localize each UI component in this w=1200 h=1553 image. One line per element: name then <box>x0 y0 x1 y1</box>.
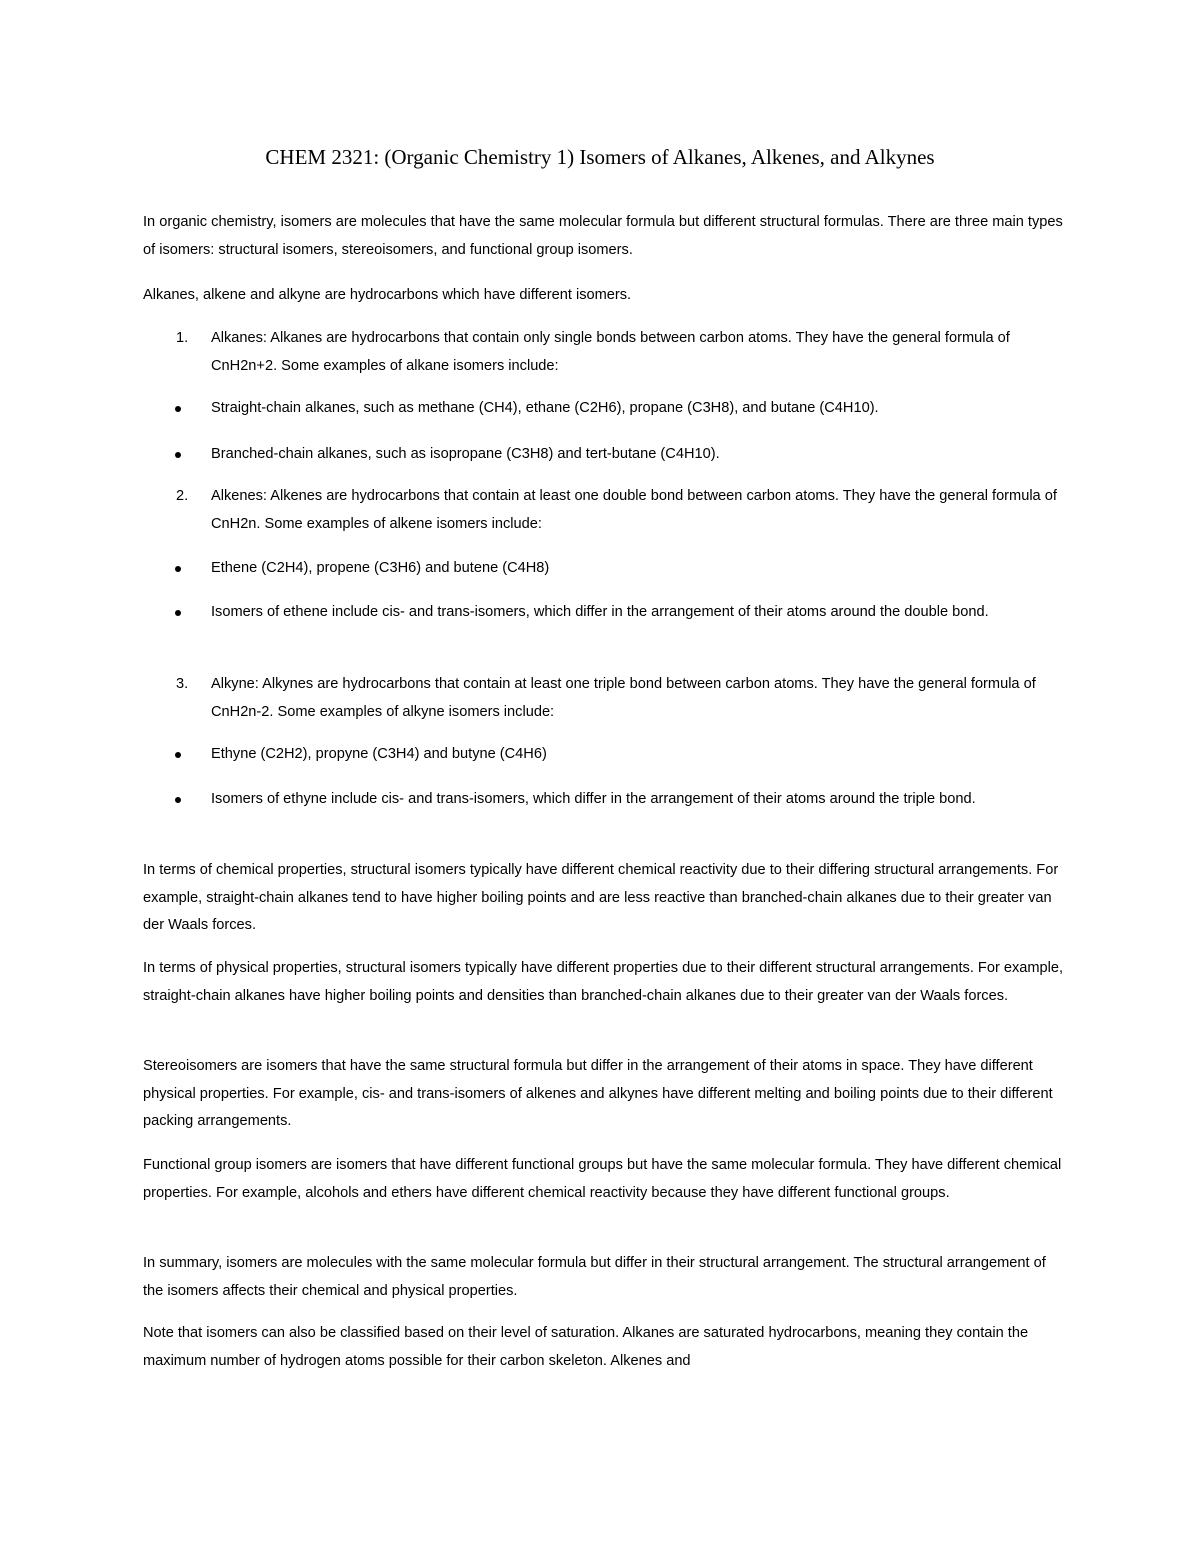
list-item-text: Straight-chain alkanes, such as methane (CH4), ethane (C2H6), propane (C3H8), and butane (C4H10). <box>211 400 879 416</box>
list-item-text: Alkyne: Alkynes are hydrocarbons that contain at least one triple bond between carbon atoms. They have the general formula of CnH2n-2. Some examples of alkyne isomers include: <box>211 676 1036 720</box>
bullet-icon <box>175 610 181 616</box>
list-number: 3. <box>176 676 189 692</box>
paragraph-summary: In summary, isomers are molecules with the same molecular formula but differ in their structural arrangement. The structural arrangement of the isomers affects their chemical and physical properties. <box>143 1255 1046 1299</box>
bullet-icon <box>175 797 181 803</box>
paragraph-chemical-properties: In terms of chemical properties, structural isomers typically have different chemical reactivity due to their differing structural arrangements. For example, straight-chain alkanes tend to have higher boiling points and are less reactive than branched-chain alkanes due to their greater van der Waals forces. <box>143 862 1059 933</box>
bullet-icon <box>175 452 181 458</box>
list-item-text: Ethyne (C2H2), propyne (C3H4) and butyne (C4H6) <box>211 746 547 762</box>
list-item-text: Isomers of ethene include cis- and trans-isomers, which differ in the arrangement of their atoms around the double bond. <box>211 604 989 620</box>
intro-paragraph-2: Alkanes, alkene and alkyne are hydrocarbons which have different isomers. <box>143 287 632 303</box>
list-item-text: Alkanes: Alkanes are hydrocarbons that contain only single bonds between carbon atoms. They have the general formula of CnH2n+2. Some examples of alkane isomers include: <box>211 330 1010 374</box>
bullet-icon <box>175 566 181 572</box>
list-item-text: Alkenes: Alkenes are hydrocarbons that contain at least one double bond between carbon atoms. They have the general formula of CnH2n. Some examples of alkene isomers include: <box>211 488 1057 532</box>
list-number: 2. <box>176 488 189 504</box>
list-item-text: Ethene (C2H4), propene (C3H6) and butene (C4H8) <box>211 560 550 576</box>
bullet-icon <box>175 406 181 412</box>
paragraph-physical-properties: In terms of physical properties, structural isomers typically have different properties due to their different structural arrangements. For example, straight-chain alkanes have higher boiling points and densities than branched-chain alkanes due to their greater van der Waals forces. <box>143 960 1064 1004</box>
intro-paragraph: In organic chemistry, isomers are molecules that have the same molecular formula but different structural formulas. There are three main types of isomers: structural isomers, stereoisomers, and functional group isomers. <box>143 214 1063 258</box>
paragraph-saturation-note: Note that isomers can also be classified based on their level of saturation. Alkanes are saturated hydrocarbons, meaning they contain the maximum number of hydrogen atoms possible for their carbon skeleton. Alkenes and <box>143 1325 1029 1369</box>
bullet-icon <box>175 752 181 758</box>
document-title: CHEM 2321: (Organic Chemistry 1) Isomers of Alkanes, Alkenes, and Alkynes <box>265 145 935 169</box>
paragraph-functional-group-isomers: Functional group isomers are isomers that have different functional groups but have the same molecular formula. They have different chemical properties. For example, alcohols and ethers have different chemical reactivity because they have different functional groups. <box>143 1157 1062 1201</box>
paragraph-stereoisomers: Stereoisomers are isomers that have the same structural formula but differ in the arrangement of their atoms in space. They have different physical properties. For example, cis- and trans-isomers of alkenes and alkynes have different melting and boiling points due to their different packing arrangements. <box>143 1058 1053 1129</box>
list-item-text: Branched-chain alkanes, such as isopropane (C3H8) and tert-butane (C4H10). <box>211 446 720 462</box>
list-number: 1. <box>176 330 189 346</box>
list-item-text: Isomers of ethyne include cis- and trans-isomers, which differ in the arrangement of their atoms around the triple bond. <box>211 791 976 807</box>
